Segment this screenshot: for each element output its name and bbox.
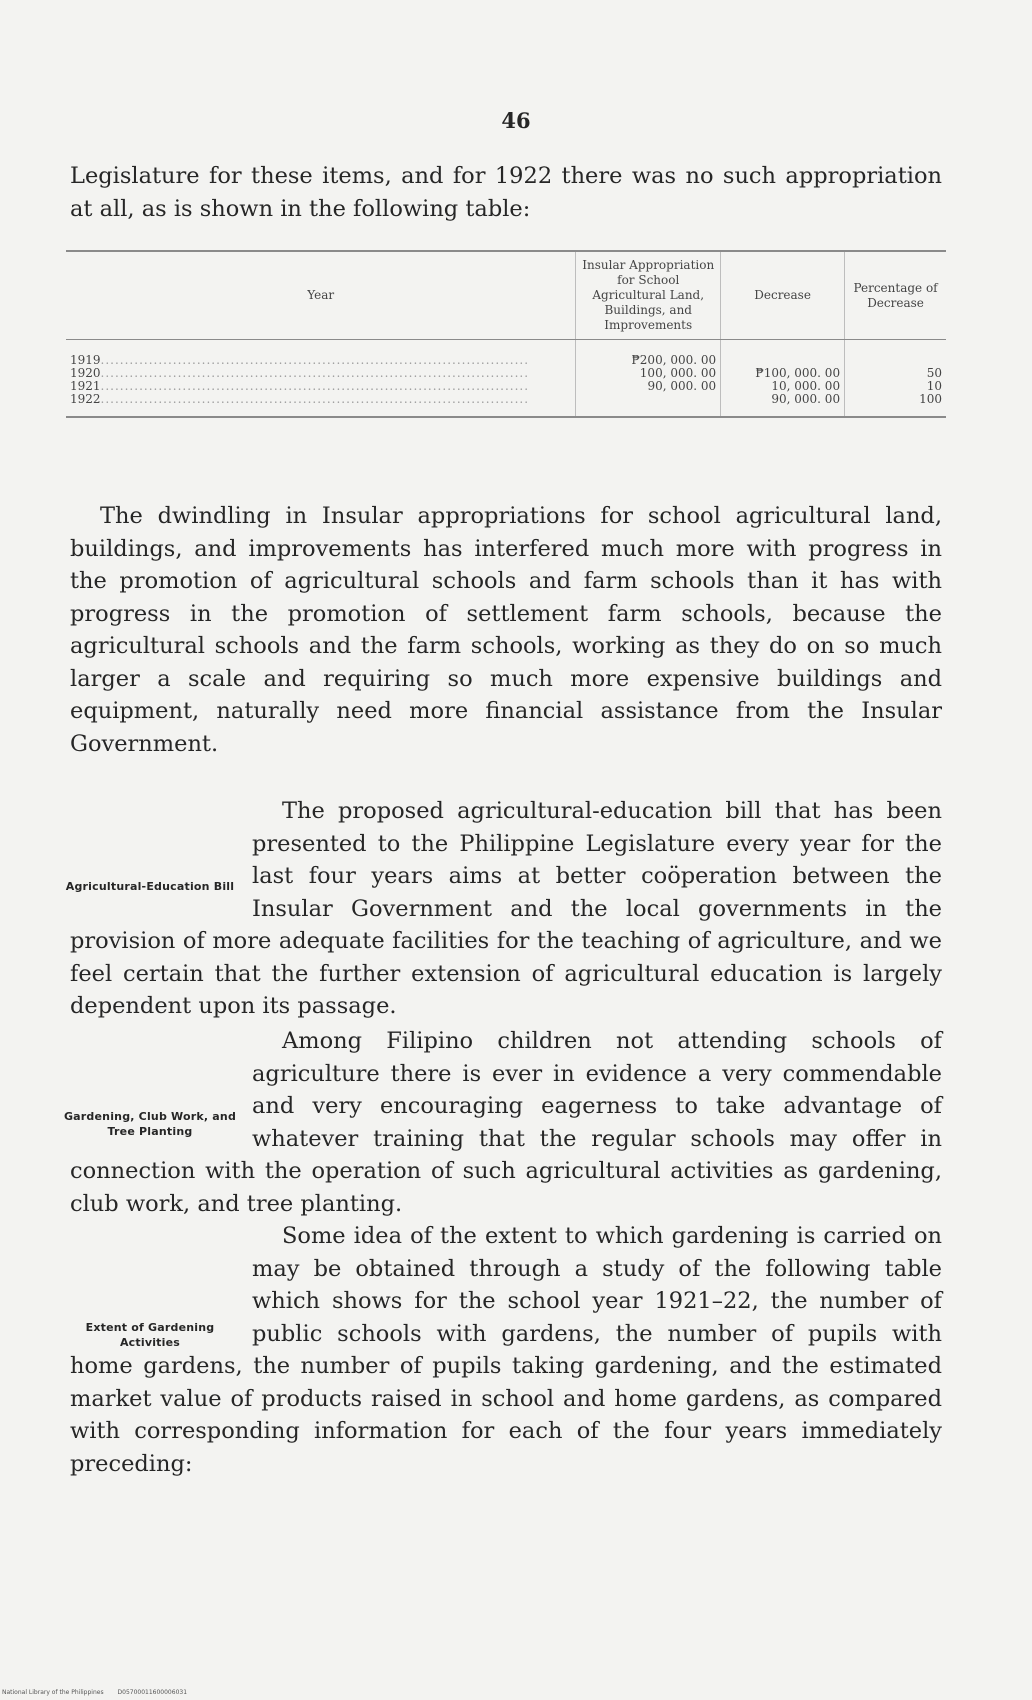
percentage-cell: 100: [845, 393, 946, 417]
percentage-cell: 10: [845, 380, 946, 393]
paragraph-gardening: [63, 1025, 942, 1220]
scan-footer: [2, 1689, 187, 1696]
appropriation-cell: 90, 000. 00: [576, 380, 721, 393]
decrease-cell: 10, 000. 00: [721, 380, 845, 393]
header-decrease: Decrease: [721, 251, 845, 340]
dot-leader: .........................................................................................: [100, 379, 530, 393]
header-year: Year: [66, 251, 576, 340]
paragraph-text: Among Filipino children not attending schools of agriculture there is ever in evidence a very commendable and very encouraging eagerness to take advantage of whatever training that the regular schools may offer in connection with the operation of such agricultural activities as gardening, club work, and tree planting.: [70, 1028, 942, 1217]
appropriation-cell: ₱200, 000. 00: [576, 340, 721, 368]
paragraph-extent: [70, 1220, 942, 1480]
decrease-cell: ₱100, 000. 00: [721, 367, 845, 380]
decrease-cell: 90, 000. 00: [721, 393, 845, 417]
dot-leader: .........................................................................................: [100, 392, 530, 406]
header-appropriation: Insular Appropriation for School Agricultural Land, Buildings, and Improvements: [576, 251, 721, 340]
paragraph-intro: Legislature for these items, and for 1922 there was no such appropriation at all, as is shown in the following table:: [70, 163, 942, 222]
table-row: [66, 340, 946, 368]
side-note-extent: Extent of Gardening Activities: [85, 1321, 215, 1349]
side-note-gardening: Gardening, Club Work, and Tree Planting: [63, 1110, 237, 1138]
year-cell: 1920: [70, 366, 101, 380]
year-cell: 1922: [70, 392, 101, 406]
table-row: [66, 393, 946, 417]
paragraph-text: The proposed agricultural-education bill that has been presented to the Philippine Legislature every year for the last four years aims at better coöperation between the Insular Government and the local governments in the provision of more adequate facilities for the teaching of agriculture, and we feel certain that the further extension of agricultural education is largely dependent upon its passage.: [70, 798, 942, 1019]
footer-library: National Library of the Philippines: [2, 1689, 104, 1696]
dot-leader: .........................................................................................: [100, 353, 530, 367]
header-percentage: Percentage of Decrease: [845, 251, 946, 340]
percentage-cell: 50: [845, 367, 946, 380]
dot-leader: .........................................................................................: [100, 366, 530, 380]
percentage-cell: [845, 340, 946, 368]
decrease-cell: [721, 340, 845, 368]
paragraph-education-bill: [65, 795, 942, 1023]
page-number: 46: [501, 108, 531, 133]
year-cell: 1919: [70, 353, 101, 367]
footer-code: D05700011600006031: [117, 1689, 188, 1696]
paragraph-dwindling: The dwindling in Insular appropriations for school agricultural land, buildings, and improvements has interfered much more with progress in the promotion of agricultural schools and farm schools than it has with progress in the promotion of settlement farm schools, because the agricultural schools and the farm schools, working as they do on so much larger a scale and requiring so much more expensive buildings and equipment, naturally need more financial assistance from the Insular Government.: [70, 503, 942, 757]
table-header-row: [66, 251, 946, 340]
appropriation-table: [66, 250, 946, 418]
appropriation-cell: 100, 000. 00: [576, 367, 721, 380]
appropriation-cell: [576, 393, 721, 417]
year-cell: 1921: [70, 379, 101, 393]
side-note-agricultural-education-bill: Agricultural-Education Bill: [65, 880, 235, 893]
paragraph-text: Some idea of the extent to which gardening is carried on may be obtained through a study of the following table which shows for the school year 1921–22, the number of public schools with gardens, the number of pupils with home gardens, the number of pupils taking gardening, and the estimated market value of products raised in school and home gardens, as compared with corresponding information for each of the four years immediately preceding:: [70, 1223, 942, 1477]
